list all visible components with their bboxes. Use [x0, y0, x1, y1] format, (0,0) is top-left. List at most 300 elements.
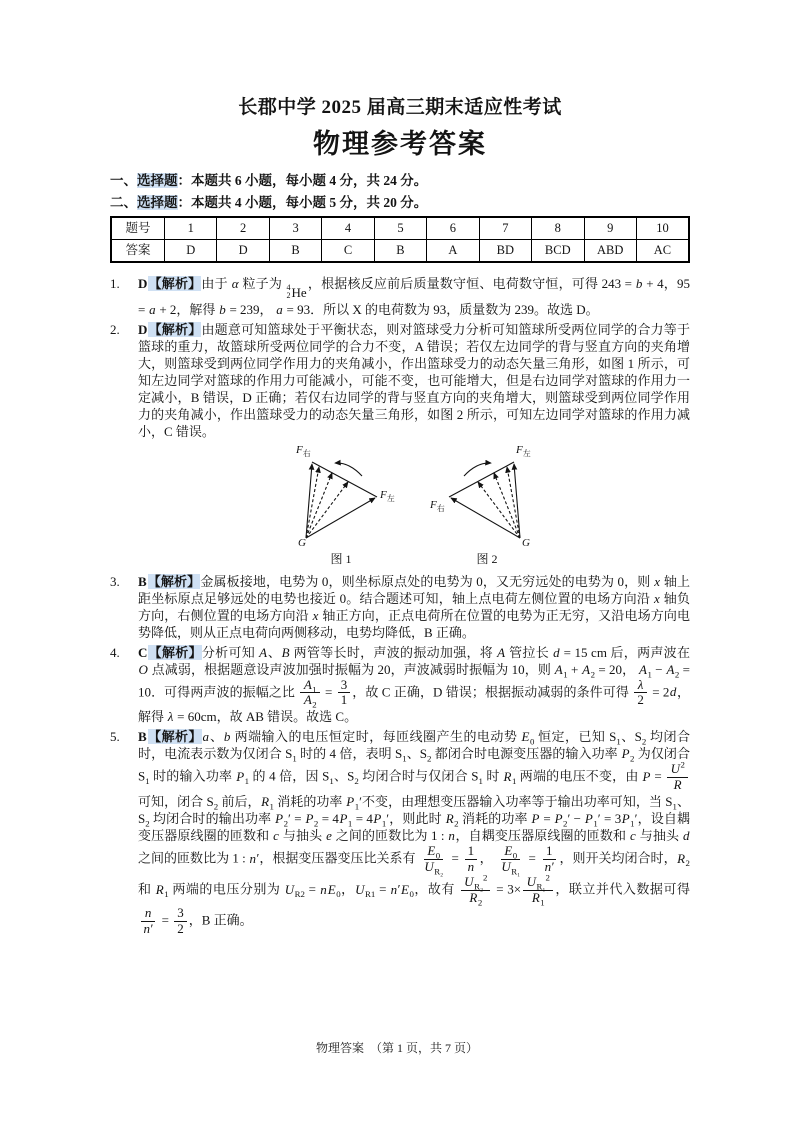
section-1-prefix: 一、 [110, 173, 137, 188]
math-variable: P [373, 811, 382, 827]
math-variable: R [445, 811, 454, 827]
subscript: R₁ [511, 866, 521, 877]
answer-cell: 6 [427, 217, 479, 240]
question-number: 4. [110, 644, 120, 660]
row-header-question-number: 题号 [111, 217, 165, 240]
text-run: + [567, 661, 582, 677]
math-variable: U [284, 881, 295, 897]
math-variable: R [155, 881, 164, 897]
force-subscript: 左 [522, 448, 531, 458]
text-run: 、 [267, 644, 282, 660]
question-2-text [138, 321, 690, 440]
subscript: 2 [674, 669, 680, 680]
math-variable: P [275, 811, 284, 827]
figure-2-caption: 图 2 [476, 551, 498, 566]
text-run: 、S [406, 746, 428, 762]
text-run: 前后， [218, 794, 261, 810]
subscript: 1 [347, 818, 353, 829]
subscript: 2 [427, 753, 432, 764]
text-run: 轴负方向，右侧位置的电场方向沿 [138, 590, 690, 623]
math-variable: c [273, 828, 279, 844]
subscript: 1 [616, 736, 621, 747]
question-1-solution [110, 275, 690, 318]
math-variable: a [276, 301, 283, 317]
math-variable: P [621, 811, 630, 827]
math-variable: P [584, 811, 593, 827]
math-variable: R [673, 777, 682, 793]
fraction [338, 678, 351, 709]
text-run: ，根据核反应前后质量数守恒、电荷数守恒，可得 243 = [307, 276, 636, 291]
math-variable: B [281, 644, 290, 660]
text-run: = 4 [318, 811, 339, 827]
fraction [667, 762, 688, 793]
text-run: + 4，95 = [138, 276, 690, 317]
text-run: ′ = [288, 811, 305, 827]
subscript: 1 [329, 776, 334, 787]
answer-cell: BCD [532, 240, 584, 263]
text-run: 由于 [201, 276, 232, 291]
question-number: 5. [110, 729, 120, 745]
math-variable: a [202, 729, 209, 745]
text-run: 、S [333, 768, 355, 784]
answer-cell: A [427, 240, 479, 263]
text-run: 可知，闭合 S [138, 794, 214, 810]
text-run: ′，根据变压器变压比关系有 [256, 850, 419, 866]
subscript: 2 [145, 818, 150, 829]
force-symbol: F [516, 443, 523, 456]
text-run: 和 [138, 881, 156, 897]
subscript: 1 [292, 753, 297, 764]
math-variable: b [219, 301, 226, 317]
text-run: ′ [150, 920, 154, 936]
subscript: 2 [563, 818, 568, 829]
text-run: 点减弱，根据题意设声波加强时振幅为 20，声波减弱时振幅为 10，则 [148, 661, 555, 677]
subscript: 1 [511, 776, 517, 787]
figure-2-drawing [428, 443, 546, 550]
answer-table [110, 216, 690, 263]
text-run: 金属板接地，电势为 0，则坐标原点处的电势为 0，又无穷远处的电势为 0，则 [200, 573, 654, 589]
fraction [421, 844, 446, 875]
force-left-label [380, 490, 395, 501]
answer-cell: 1 [165, 217, 217, 240]
gravity-symbol: G [298, 536, 306, 549]
answer-cell: D [217, 240, 269, 263]
force-subscript: 右 [302, 448, 311, 458]
text-run: ′，设自耦变压器原线圈的匝数和 [138, 811, 690, 844]
figure-1 [282, 443, 400, 568]
force-symbol: F [296, 443, 303, 456]
answer-cell: 4 [322, 217, 374, 240]
table-row-answers [111, 240, 689, 263]
subscript: 1 [672, 801, 677, 812]
superscript: 2 [545, 872, 550, 883]
subscript: 2 [312, 700, 317, 711]
math-variable: λ [167, 709, 174, 725]
analysis-tag: 【解析】 [148, 321, 202, 337]
math-variable: c [630, 828, 636, 844]
text-run: = 93．所以 X 的电荷数为 93，质量数为 239。故选 D。 [283, 301, 599, 317]
force-subscript: 右 [436, 503, 445, 513]
text-run: 时的输入功率 [149, 768, 236, 784]
math-variable: n [249, 850, 257, 866]
subscript: 1 [630, 818, 635, 829]
text-run: 之间的匝数比为 1 : [138, 850, 250, 866]
math-variable: n [143, 920, 150, 936]
subscript: R₁ [536, 881, 546, 892]
text-run: ，B 正确。 [188, 912, 253, 928]
gravity-label [298, 538, 306, 549]
math-variable: x [654, 573, 660, 589]
subscript: 1 [164, 889, 169, 900]
force-symbol: F [380, 488, 387, 501]
question-2-solution [110, 321, 690, 570]
answer-cell: 7 [479, 217, 531, 240]
nuclide-notation: 4 2 He [286, 283, 307, 300]
answer-letter: D [138, 276, 148, 291]
text-run: ，故 C 正确，D 错误；根据振动减弱的条件可得 [352, 683, 633, 699]
answer-letter: D [138, 321, 148, 337]
subscript: 0 [336, 889, 341, 900]
answer-cell: D [165, 240, 217, 263]
math-variable: P [346, 794, 355, 810]
text-run: ′不变，由理想变压器输入功率等于输出功率可知，当 S [359, 794, 673, 810]
answer-cell: AC [636, 240, 689, 263]
subscript: 1 [312, 684, 317, 695]
text-run: = [321, 683, 336, 699]
math-variable: n [448, 828, 455, 844]
math-variable: U [355, 881, 365, 897]
math-variable: n [320, 881, 327, 897]
subscript: R1 [365, 889, 376, 900]
math-variable: A [303, 692, 312, 708]
gravity-label [522, 538, 530, 549]
text-run: 2 [177, 920, 184, 936]
math-variable: n [390, 881, 398, 897]
math-variable: O [138, 661, 148, 677]
fraction [300, 678, 319, 709]
fraction [140, 906, 156, 937]
subscript: 2 [630, 753, 635, 764]
math-variable: d [669, 683, 677, 699]
answer-cell: 3 [269, 217, 321, 240]
text-run: 1 [340, 692, 348, 708]
row-header-answer: 答案 [111, 240, 165, 263]
question-text [138, 644, 690, 726]
text-run: = [650, 768, 666, 784]
text-run: 都闭合时电源变压器的输入功率 [431, 746, 622, 762]
text-run: = 10．可得两声波的振幅之比 [138, 661, 690, 699]
answer-cell: 9 [584, 217, 636, 240]
subscript: 0 [409, 889, 414, 900]
math-variable: U [464, 874, 474, 890]
subscript: R2 [294, 889, 305, 900]
math-variable: A [259, 644, 268, 660]
math-variable: A [554, 661, 563, 677]
section-2-highlight: 选择题 [137, 195, 178, 210]
fraction [464, 844, 478, 875]
subscript: 2 [590, 669, 596, 680]
answer-letter: B [138, 729, 147, 745]
math-variable: E [327, 881, 336, 897]
text-run: 两端输入的电压恒定时，每匝线圈产生的电动势 [230, 729, 521, 745]
math-variable: A [582, 661, 591, 677]
text-run: 时 [482, 768, 503, 784]
fraction [541, 844, 557, 875]
text-run: 与抽头 [636, 828, 683, 844]
math-variable: P [339, 811, 348, 827]
math-variable: U [501, 859, 511, 875]
fraction [634, 678, 647, 709]
math-variable: U [424, 859, 434, 875]
text-run: ′ [397, 881, 401, 897]
text-run: 轴正方向，正点电荷所在位置的电势为正无穷，又沿电场方向电势降低，则从正点电荷向两侧移动，电势均降低，B 正确。 [138, 607, 690, 640]
text-run: 由题意可知篮球处于平衡状态，则对篮球受力分析可知篮球所受两位同学的合力等于篮球的重力，故篮球所受两位同学的合力不变，A 错误；若仅左边同学的背与竖直方向的夹角增大，则篮球受到两位同学作用力的夹角减小，作出篮球受力的动态矢量三角形，如图 1 所示，可知左边同学对篮球的作用力可能减小，可能不变，也可能增大，但是右边同学对篮球的作用力一定减小，B 错误，D 正确；若仅右边同学的背与竖直方向的夹角增大，则篮球受到两位同学作用力的夹角减小，作出篮球受力的动态矢量三角形，如图 2 所示，可知左边同学对篮球的作用力减小，C 错误。 [138, 321, 690, 439]
math-variable: λ [637, 676, 644, 692]
math-variable: n [144, 905, 152, 920]
question-4-solution [110, 644, 690, 726]
page-title: 物理参考答案 [313, 129, 487, 159]
math-variable: E [427, 843, 436, 859]
text-run: 3 [177, 905, 184, 920]
subscript: 2 [685, 858, 690, 869]
text-run: = [539, 811, 555, 827]
text-run: = 60cm，故 AB 错误。故选 C。 [173, 709, 358, 725]
subscript: 1 [354, 801, 360, 812]
text-run: = 2 [648, 683, 670, 699]
text-run: 管拉长 [505, 644, 553, 660]
text-run: = [375, 881, 391, 897]
answer-letter: C [138, 644, 148, 660]
subscript: 2 [354, 776, 359, 787]
answer-cell: 10 [636, 217, 689, 240]
text-run: 恒定，已知 S [534, 729, 617, 745]
fraction [498, 844, 523, 875]
text-run: ′ = 3 [597, 811, 622, 827]
force-symbol: F [430, 498, 437, 511]
text-run: = [448, 850, 463, 866]
superscript: 2 [483, 872, 488, 883]
text-run: 消耗的功率 [458, 811, 531, 827]
math-variable: d [682, 828, 690, 844]
text-run: 两管等长时，声波的振动加强，将 [290, 644, 497, 660]
math-variable: d [553, 644, 560, 660]
text-run: ，则开关均闭合时， [559, 850, 677, 866]
subscript: 1 [244, 776, 250, 787]
text-run: 的 4 倍，因 S [249, 768, 330, 784]
force-right-label [430, 500, 445, 511]
math-variable: P [236, 768, 245, 784]
text-run: 分析可知 [201, 644, 259, 660]
question-text [138, 321, 690, 570]
text-run: = [304, 881, 320, 897]
text-run: 两端的电压分别为 [168, 881, 285, 897]
math-variable: A [639, 661, 647, 677]
subscript: 1 [381, 818, 387, 829]
subscript: R₂ [434, 866, 444, 877]
question-5-solution [110, 728, 690, 937]
analysis-tag: 【解析】 [148, 644, 202, 660]
subscript: 2 [477, 897, 483, 908]
math-variable: n [544, 859, 552, 875]
text-run: = 15 cm 后，两声波在 [560, 644, 690, 660]
section-2-rest: ：本题共 4 小题，每小题 5 分，共 20 分。 [177, 195, 428, 210]
superscript: 2 [680, 760, 685, 771]
fraction [461, 872, 491, 908]
subscript: 1 [402, 753, 407, 764]
subscript: 1 [478, 776, 483, 787]
math-variable: b [223, 729, 231, 745]
question-text [138, 573, 690, 641]
answer-cell: B [374, 240, 426, 263]
subscript: 1 [269, 801, 274, 812]
subscript: 1 [593, 818, 598, 829]
text-run: ′ [551, 859, 555, 875]
math-variable: E [401, 881, 409, 897]
text-run: 均闭合时的输出功率 [149, 811, 275, 827]
math-variable: U [670, 761, 681, 777]
force-subscript: 左 [386, 493, 395, 503]
text-run: ，故有 [413, 881, 459, 897]
text-run: ， [340, 881, 355, 897]
text-run: 1 [546, 843, 553, 859]
text-run: − [651, 661, 666, 677]
figure-1-caption: 图 1 [330, 551, 352, 566]
question-number: 3. [110, 573, 120, 589]
math-variable: x [654, 590, 660, 606]
subscript: 2 [641, 736, 647, 747]
subscript: 2 [283, 818, 288, 829]
question-3-solution [110, 573, 690, 641]
math-variable: α [231, 276, 239, 291]
math-variable: P [531, 811, 540, 827]
math-variable: P [621, 746, 630, 762]
math-variable: P [305, 811, 314, 827]
text-run: 消耗的功率 [273, 794, 346, 810]
text-run: ，自耦变压器原线圈的匝数和 [455, 828, 630, 844]
math-variable: R [261, 794, 270, 810]
question-number: 1. [110, 276, 120, 291]
math-variable: e [326, 828, 332, 844]
table-row-numbers [111, 217, 689, 240]
text-run: = [525, 850, 540, 866]
text-run: 、S [620, 729, 642, 745]
answer-cell: 8 [532, 217, 584, 240]
text-run: 、 [209, 729, 224, 745]
text-run: + 2，解得 [156, 301, 219, 317]
text-run: 2 [637, 692, 644, 708]
section-1-highlight: 选择题 [137, 173, 178, 188]
text-run: = [158, 912, 173, 928]
subscript: 2 [454, 818, 459, 829]
text-run: 与抽头 [279, 828, 326, 844]
text-run: ′ − [567, 811, 585, 827]
text-run: = 20， [595, 661, 639, 677]
text-run: ，解得 [138, 683, 690, 725]
analysis-tag: 【解析】 [147, 729, 202, 745]
text-run: 均闭合时，电流表示数为仅闭合 S [138, 729, 690, 762]
section-heading-2 [110, 194, 690, 211]
subscript: 1 [563, 669, 568, 680]
text-run: ， [479, 850, 496, 866]
section-1-rest: ：本题共 6 小题，每小题 4 分，共 24 分。 [177, 173, 428, 188]
subscript: 1 [647, 669, 652, 680]
analysis-tag: 【解析】 [148, 276, 202, 291]
math-variable: P [642, 768, 651, 784]
answer-cell: 2 [217, 217, 269, 240]
text-run: 之间的匝数比为 1 : [332, 828, 448, 844]
math-variable: E [504, 843, 513, 859]
exam-title: 长郡中学 2025 届高三期末适应性考试 [238, 97, 562, 118]
vector-diagrams [138, 443, 690, 568]
answer-letter: B [138, 573, 147, 589]
text-run: = 239， [226, 301, 276, 317]
subscript: 0 [512, 850, 518, 861]
text-run: 、S [138, 794, 690, 827]
subscript: 2 [313, 818, 319, 829]
math-variable: a [149, 301, 156, 317]
answer-cell: C [322, 240, 374, 263]
math-variable: R [677, 850, 686, 866]
math-variable: U [526, 874, 537, 890]
math-variable: R [469, 890, 478, 906]
math-variable: x [312, 607, 319, 623]
fraction [523, 872, 553, 908]
math-variable: A [303, 676, 312, 692]
text-run: = 4 [352, 811, 373, 827]
figure-2 [428, 443, 546, 568]
answer-cell: 5 [374, 217, 426, 240]
text-run: 3 [340, 676, 348, 692]
answer-cell: B [269, 240, 321, 263]
subscript: 1 [145, 776, 150, 787]
subscript: 2 [213, 801, 219, 812]
text-run: 轴上距坐标原点足够远处的电势也接近 0。结合题述可知，轴上点电荷左侧位置的电场方向沿 [138, 573, 690, 606]
subscript: 0 [435, 850, 441, 861]
page-footer: 物理答案 （第 1 页，共 7 页） [315, 1041, 478, 1055]
text-run: 为仅闭合 S [138, 746, 690, 784]
gravity-symbol: G [522, 536, 530, 549]
analysis-tag: 【解析】 [147, 573, 201, 589]
subscript: R₂ [474, 881, 484, 892]
text-run: = 3× [492, 881, 522, 897]
answer-cell: ABD [584, 240, 636, 263]
math-variable: A [497, 644, 506, 660]
text-run: 时的 4 倍，表明 S [296, 746, 403, 762]
math-variable: R [503, 768, 512, 784]
fraction [174, 906, 187, 937]
subscript: 1 [540, 897, 545, 908]
force-left-label [516, 445, 531, 456]
answer-cell: BD [479, 240, 531, 263]
section-2-prefix: 二、 [110, 195, 137, 210]
section-heading-1 [110, 172, 690, 189]
math-variable: R [531, 890, 540, 906]
math-variable: P [554, 811, 563, 827]
math-variable: n [467, 859, 475, 875]
force-right-label [296, 445, 311, 456]
text-run: 均闭合时与仅闭合 S [358, 768, 479, 784]
text-run: 粒子为 [239, 276, 286, 291]
math-variable: b [635, 276, 643, 291]
question-text [138, 728, 690, 937]
text-run: 1 [467, 843, 475, 859]
text-run: ，联立并代入数据可得 [554, 881, 690, 897]
question-text [138, 275, 690, 318]
text-run: ′，则此时 [386, 811, 446, 827]
text-run: 两端的电压不变，由 [516, 768, 642, 784]
subscript: 0 [529, 736, 535, 747]
math-variable: A [666, 661, 675, 677]
